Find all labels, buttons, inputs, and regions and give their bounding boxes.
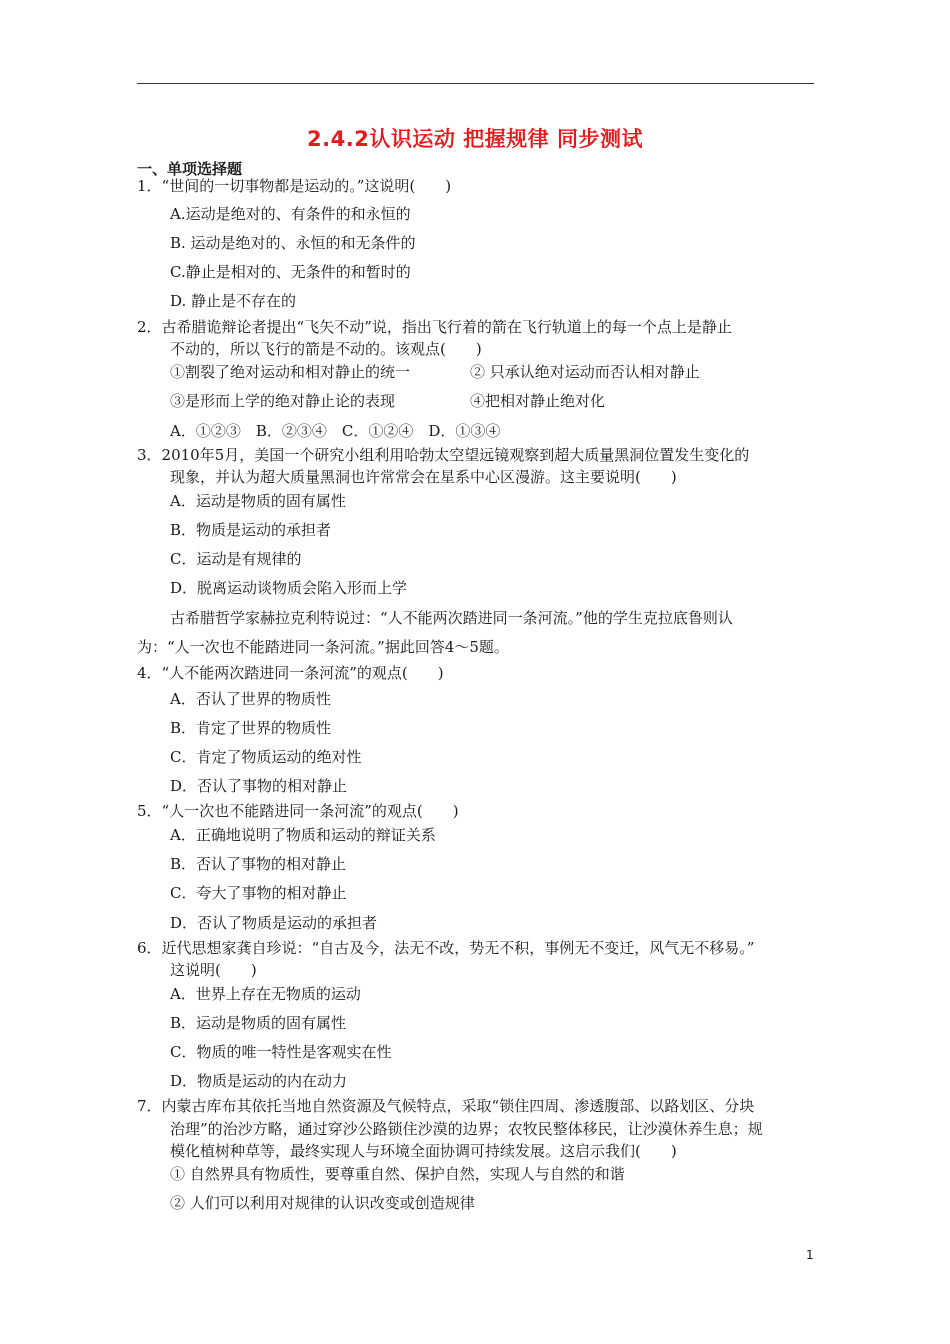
q2-item-4: ④把相对静止绝对化 [470, 392, 606, 410]
q6-stem-line1: 6．近代思想家龚自珍说：“自古及今，法无不改，势无不积，事例无不变迁，风气无不移易。” [137, 939, 755, 957]
material-line2: 为：“人一次也不能踏进同一条河流。”据此回答4～5题。 [137, 638, 509, 656]
q1-option-a: A.运动是绝对的、有条件的和永恒的 [170, 205, 411, 223]
q6-option-a: A．世界上存在无物质的运动 [170, 985, 361, 1003]
q4-option-c: C．肯定了物质运动的绝对性 [170, 748, 362, 766]
q1-stem: 1．“世间的一切事物都是运动的。”这说明( ) [137, 177, 452, 195]
page-number: 1 [806, 1248, 814, 1262]
q3-option-d: D．脱离运动谈物质会陷入形而上学 [170, 579, 408, 597]
q2-stem-line2: 不动的，所以飞行的箭是不动的。该观点( ) [170, 340, 482, 358]
q3-stem-line1: 3．2010年5月，美国一个研究小组利用哈勃太空望远镜观察到超大质量黑洞位置发生变化的 [137, 446, 750, 464]
q5-option-a: A．正确地说明了物质和运动的辩证关系 [170, 826, 436, 844]
q2-item-3: ③是形而上学的绝对静止论的表现 [170, 392, 396, 410]
q3-option-c: C．运动是有规律的 [170, 550, 302, 568]
q5-stem: 5．“人一次也不能踏进同一条河流”的观点( ) [137, 802, 459, 820]
q7-stem-line2: 治理”的治沙方略，通过穿沙公路锁住沙漠的边界；农牧民整体移民，让沙漠休养生息；规 [170, 1120, 763, 1138]
page-title: 2.4.2认识运动 把握规律 同步测试 [307, 127, 643, 151]
q1-option-b: B. 运动是绝对的、永恒的和无条件的 [170, 234, 416, 252]
q5-option-d: D．否认了物质是运动的承担者 [170, 914, 378, 932]
q2-item-2: ② 只承认绝对运动而否认相对静止 [470, 363, 700, 381]
q2-stem-line1: 2．古希腊诡辩论者提出“飞矢不动”说，指出飞行着的箭在飞行轨道上的每一个点上是静止 [137, 318, 732, 336]
q6-option-b: B．运动是物质的固有属性 [170, 1014, 347, 1032]
q7-item-1: ① 自然界具有物质性，要尊重自然、保护自然，实现人与自然的和谐 [170, 1165, 625, 1183]
material-line1: 古希腊哲学家赫拉克利特说过：“人不能两次踏进同一条河流。”他的学生克拉底鲁则认 [170, 609, 733, 627]
q6-stem-line2: 这说明( ) [170, 961, 257, 979]
q5-option-c: C．夸大了事物的相对静止 [170, 884, 347, 902]
q4-option-b: B．肯定了世界的物质性 [170, 719, 332, 737]
q7-stem-line3: 模化植树种草等，最终实现人与环境全面协调可持续发展。这启示我们( ) [170, 1142, 677, 1160]
q6-option-d: D．物质是运动的内在动力 [170, 1072, 348, 1090]
q1-option-c: C.静止是相对的、无条件的和暂时的 [170, 263, 411, 281]
q7-stem-line1: 7．内蒙古库布其依托当地自然资源及气候特点，采取“锁住四周、渗透腹部、以路划区、分块 [137, 1097, 755, 1115]
q4-option-d: D．否认了事物的相对静止 [170, 777, 348, 795]
q5-option-b: B．否认了事物的相对静止 [170, 855, 347, 873]
q7-item-2: ② 人们可以利用对规律的认识改变或创造规律 [170, 1194, 475, 1212]
q3-option-b: B．物质是运动的承担者 [170, 521, 332, 539]
q3-stem-line2: 现象，并认为超大质量黑洞也许常常会在星系中心区漫游。这主要说明( ) [170, 468, 677, 486]
q2-choices: A．①②③ B．②③④ C．①②④ D．①③④ [170, 422, 501, 440]
q3-option-a: A．运动是物质的固有属性 [170, 492, 346, 510]
q2-item-1: ①割裂了绝对运动和相对静止的统一 [170, 363, 411, 381]
section-heading: 一、单项选择题 [137, 160, 243, 178]
q6-option-c: C．物质的唯一特性是客观实在性 [170, 1043, 392, 1061]
header-rule [137, 83, 814, 84]
q4-option-a: A．否认了世界的物质性 [170, 690, 331, 708]
q4-stem: 4．“人不能两次踏进同一条河流”的观点( ) [137, 664, 444, 682]
q1-option-d: D. 静止是不存在的 [170, 292, 297, 310]
